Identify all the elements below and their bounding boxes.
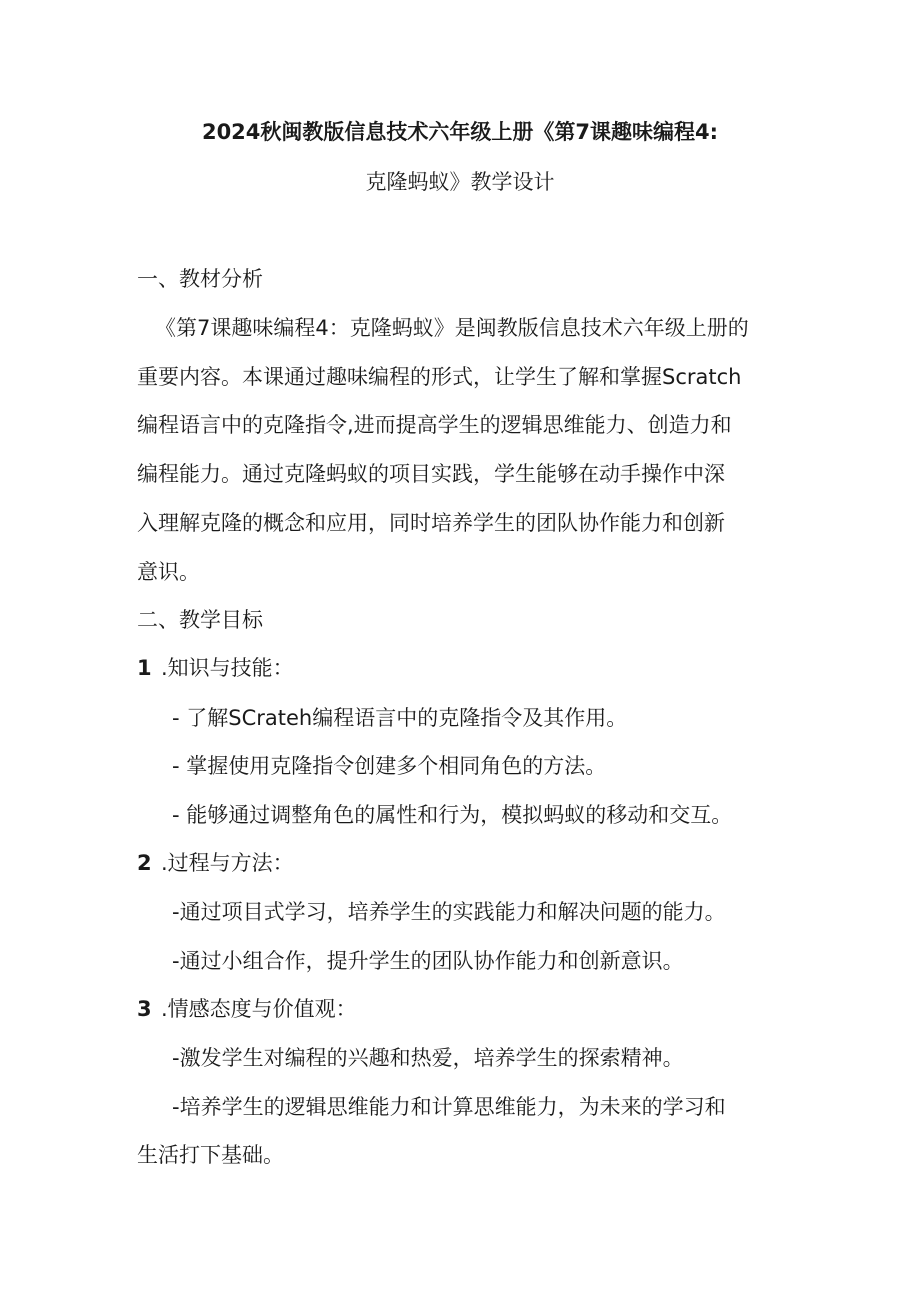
list-item: - 能够通过调整角色的属性和行为，模拟蚂蚁的移动和交互。 [172,803,733,827]
paragraph-line: 入理解克隆的概念和应用，同时培养学生的团队协作能力和创新 [137,511,725,535]
goal-number: 2 [137,851,152,875]
paragraph-line: 《第7课趣味编程4：克隆蚂蚁》是闽教版信息技术六年级上册的 [155,316,749,340]
goal-number: 1 [137,656,152,680]
section-heading-analysis: 一、教材分析 [137,267,263,291]
paragraph-line: 编程语言中的克隆指令,进而提高学生的逻辑思维能力、创造力和 [137,413,732,437]
document-title-line-1: 2024秋闽教版信息技术六年级上册《第7课趣味编程4: [201,120,719,144]
section-heading-goals: 二、教学目标 [137,608,263,632]
goal-label: .知识与技能： [161,656,294,680]
list-item: -通过项目式学习，培养学生的实践能力和解决问题的能力。 [172,900,726,924]
document-title-line-2: 克隆蚂蚁》教学设计 [365,170,555,194]
goal-heading-process [137,848,294,878]
goal-heading-knowledge [137,653,294,683]
list-item: -激发学生对编程的兴趣和热爱，培养学生的探索精神。 [172,1046,684,1070]
paragraph-line: 编程能力。通过克隆蚂蚁的项目实践，学生能够在动手操作中深 [137,462,725,486]
list-item: - 掌握使用克隆指令创建多个相同角色的方法。 [172,754,607,778]
list-item: -培养学生的逻辑思维能力和计算思维能力，为未来的学习和 [172,1095,726,1119]
paragraph-line: 意识。 [137,560,200,584]
goal-label: .过程与方法： [161,851,294,875]
list-item: - 了解SCrateh编程语言中的克隆指令及其作用。 [172,706,628,730]
goal-label: .情感态度与价值观： [161,997,357,1021]
goal-heading-attitude [137,994,357,1024]
paragraph-line: 重要内容。本课通过趣味编程的形式，让学生了解和掌握Scratch [137,365,742,389]
goal-number: 3 [137,997,152,1021]
list-item: -通过小组合作，提升学生的团队协作能力和创新意识。 [172,949,684,973]
list-item-continuation: 生活打下基础。 [137,1143,284,1167]
